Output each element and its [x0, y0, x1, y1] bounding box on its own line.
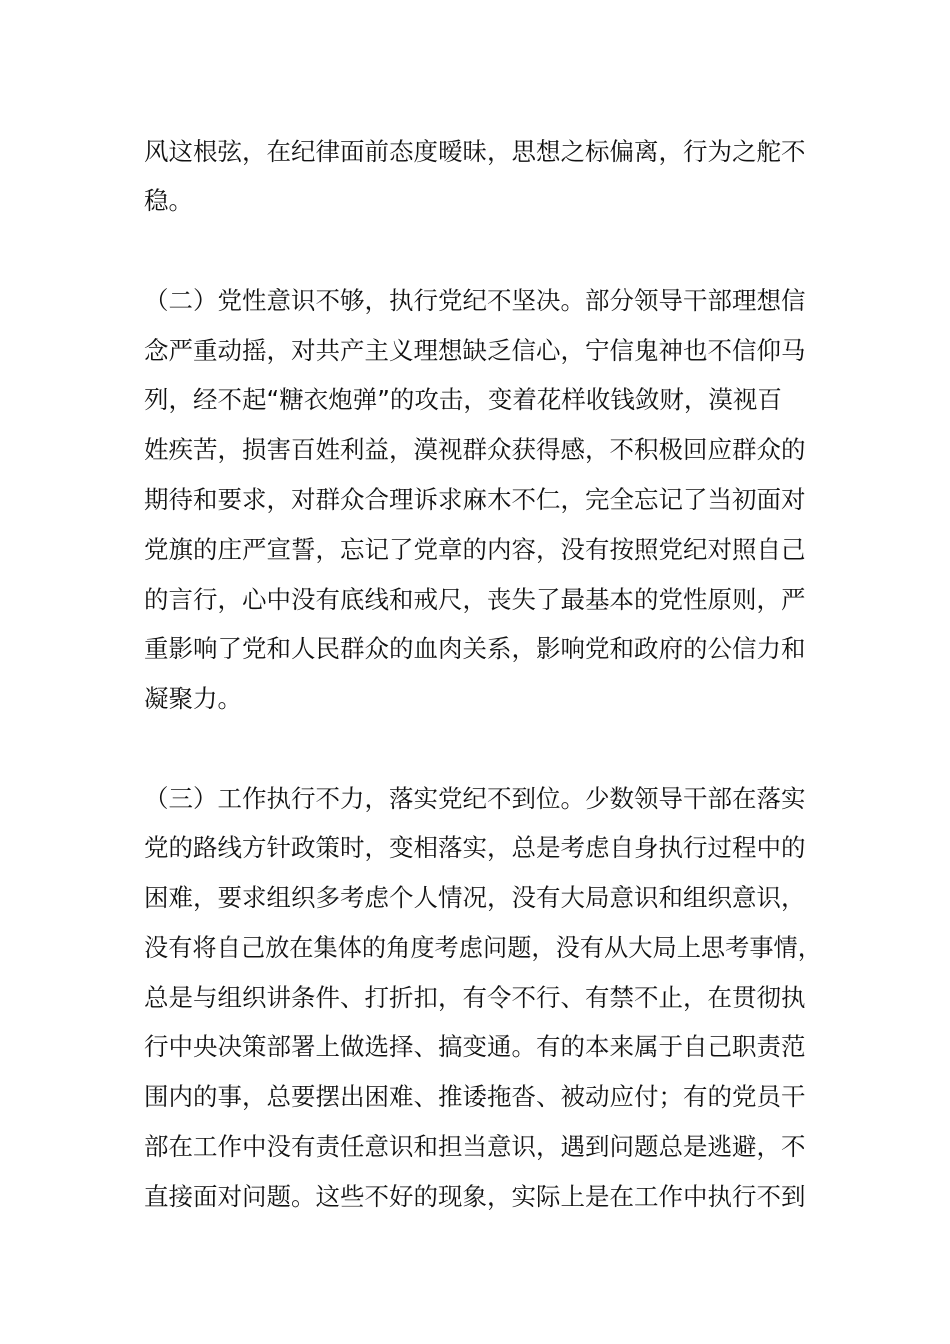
section-heading-line: （三）工作执行不力，落实党纪不到位。少数领导干部在落实	[144, 784, 806, 813]
text-line: 行中央决策部署上做选择、搞变通。有的本来属于自己职责范	[144, 1032, 806, 1061]
section-heading-line: （二）党性意识不够，执行党纪不坚决。部分领导干部理想信	[144, 286, 806, 315]
text-line: 困难，要求组织多考虑个人情况，没有大局意识和组织意识，	[144, 883, 806, 912]
text-line: 重影响了党和人民群众的血肉关系，影响党和政府的公信力和	[144, 634, 806, 663]
text-line: 党旗的庄严宣誓，忘记了党章的内容，没有按照党纪对照自己	[144, 535, 806, 564]
text-line: 党的路线方针政策时，变相落实，总是考虑自身执行过程中的	[144, 833, 806, 862]
text-line: 风这根弦，在纪律面前态度暧昧，思想之标偏离，行为之舵不	[144, 137, 806, 166]
text-line: 部在工作中没有责任意识和担当意识，遇到问题总是逃避，不	[144, 1132, 806, 1161]
text-line: 稳。	[144, 186, 193, 215]
text-line: 凝聚力。	[144, 684, 242, 713]
text-line: 列，经不起“糖衣炮弹”的攻击，变着花样收钱敛财，漠视百	[144, 385, 782, 414]
text-line: 总是与组织讲条件、打折扣，有令不行、有禁不止，在贯彻执	[144, 983, 806, 1012]
text-line: 没有将自己放在集体的角度考虑问题，没有从大局上思考事情，	[144, 933, 822, 962]
text-line: 姓疾苦，损害百姓利益，漠视群众获得感，不积极回应群众的	[144, 435, 806, 464]
text-line: 围内的事，总要摆出困难、推诿拖沓、被动应付；有的党员干	[144, 1082, 806, 1111]
text-line: 直接面对问题。这些不好的现象，实际上是在工作中执行不到	[144, 1182, 806, 1211]
text-line: 的言行，心中没有底线和戒尺，丧失了最基本的党性原则，严	[144, 585, 806, 614]
text-line: 念严重动摇，对共产主义理想缺乏信心，宁信鬼神也不信仰马	[144, 336, 806, 365]
text-line: 期待和要求，对群众合理诉求麻木不仁，完全忘记了当初面对	[144, 485, 806, 514]
